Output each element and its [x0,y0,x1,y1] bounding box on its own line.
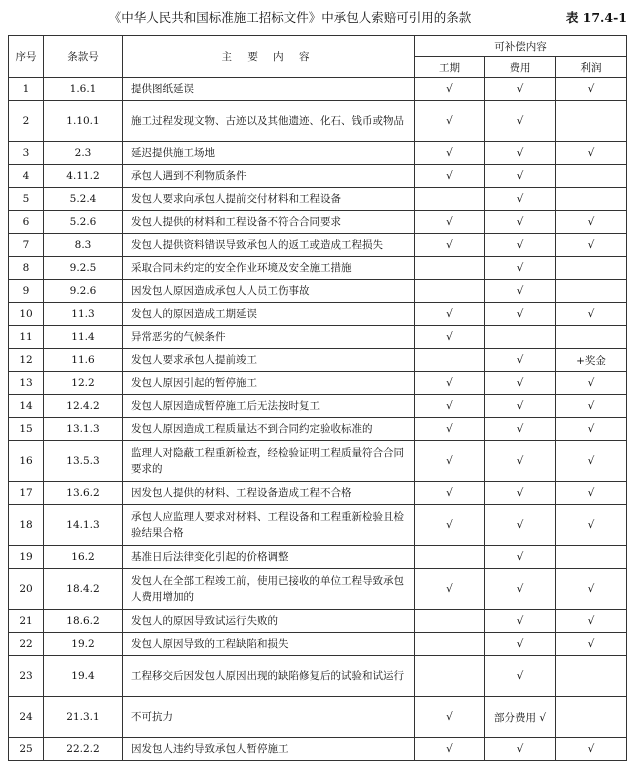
table-row [9,610,627,633]
row-no: 9 [9,280,44,303]
row-cost-mark: √ [485,280,556,303]
row-period-mark [415,188,485,211]
row-cost-mark: √ [485,349,556,372]
row-clause: 22.2.2 [44,738,123,761]
row-profit-mark [556,280,627,303]
row-profit-mark [556,546,627,569]
row-period-mark: √ [415,234,485,257]
row-period-mark: √ [415,101,485,142]
row-period-mark: √ [415,78,485,101]
row-profit-mark [556,326,627,349]
header-no: 序号 [9,36,44,78]
row-clause: 2.3 [44,142,123,165]
row-cost-mark: √ [485,395,556,418]
row-profit-mark [556,165,627,188]
row-cost-mark: √ [485,633,556,656]
table-row [9,349,627,372]
row-no: 25 [9,738,44,761]
row-cost-mark: √ [485,165,556,188]
table-row [9,633,627,656]
table-row [9,441,627,482]
table-row [9,165,627,188]
row-content: 异常恶劣的气候条件 [123,326,415,349]
row-profit-mark: +奖金 [556,349,627,372]
row-no: 16 [9,441,44,482]
row-profit-mark [556,656,627,697]
table-row [9,142,627,165]
table-row [9,656,627,697]
row-profit-mark [556,257,627,280]
row-content: 采取合同未约定的安全作业环境及安全施工措施 [123,257,415,280]
row-period-mark: √ [415,505,485,546]
row-cost-mark: √ [485,441,556,482]
table-row [9,418,627,441]
table-row [9,188,627,211]
row-no: 1 [9,78,44,101]
row-no: 13 [9,372,44,395]
row-cost-mark: √ [485,418,556,441]
row-profit-mark: √ [556,441,627,482]
row-content: 因发包人原因造成承包人人员工伤事故 [123,280,415,303]
row-cost-mark: √ [485,372,556,395]
row-no: 15 [9,418,44,441]
row-period-mark [415,349,485,372]
row-period-mark: √ [415,395,485,418]
row-content: 发包人的原因导致试运行失败的 [123,610,415,633]
row-cost-mark: √ [485,569,556,610]
row-period-mark [415,257,485,280]
row-clause: 14.1.3 [44,505,123,546]
row-clause: 16.2 [44,546,123,569]
row-period-mark: √ [415,372,485,395]
table-row [9,738,627,761]
row-period-mark: √ [415,303,485,326]
row-clause: 13.6.2 [44,482,123,505]
row-period-mark [415,280,485,303]
row-cost-mark: √ [485,211,556,234]
row-content: 提供图纸延误 [123,78,415,101]
row-no: 19 [9,546,44,569]
row-clause: 11.4 [44,326,123,349]
row-content: 承包人遇到不利物质条件 [123,165,415,188]
row-content: 发包人提供的材料和工程设备不符合合同要求 [123,211,415,234]
row-profit-mark [556,188,627,211]
row-no: 10 [9,303,44,326]
row-clause: 9.2.5 [44,257,123,280]
table-number: 表 17.4-1 [565,10,627,25]
row-clause: 1.10.1 [44,101,123,142]
row-cost-mark: √ [485,78,556,101]
row-cost-mark: √ [485,303,556,326]
row-period-mark: √ [415,738,485,761]
row-clause: 4.11.2 [44,165,123,188]
row-period-mark: √ [415,142,485,165]
row-no: 23 [9,656,44,697]
row-clause: 11.6 [44,349,123,372]
table-row [9,303,627,326]
row-no: 18 [9,505,44,546]
table-row [9,78,627,101]
row-clause: 12.4.2 [44,395,123,418]
table-row [9,257,627,280]
claims-table [8,35,627,761]
row-clause: 19.4 [44,656,123,697]
row-profit-mark: √ [556,372,627,395]
row-period-mark [415,546,485,569]
row-cost-mark: √ [485,505,556,546]
table-row [9,546,627,569]
row-content: 因发包人提供的材料、工程设备造成工程不合格 [123,482,415,505]
row-content: 发包人原因造成工程质量达不到合同约定验收标准的 [123,418,415,441]
row-profit-mark: √ [556,610,627,633]
header-compensable: 可补偿内容 [415,36,627,57]
row-content: 监理人对隐蔽工程重新检查，经检验证明工程质量符合合同要求的 [123,441,415,482]
row-profit-mark: √ [556,78,627,101]
table-body [9,78,627,761]
row-cost-mark: √ [485,142,556,165]
header-cost: 费用 [485,57,556,78]
row-cost-mark: √ [485,546,556,569]
row-clause: 18.4.2 [44,569,123,610]
row-clause: 12.2 [44,372,123,395]
row-no: 14 [9,395,44,418]
row-clause: 11.3 [44,303,123,326]
row-period-mark [415,610,485,633]
row-clause: 9.2.6 [44,280,123,303]
row-cost-mark: √ [485,257,556,280]
row-period-mark [415,633,485,656]
row-profit-mark: √ [556,738,627,761]
table-row [9,211,627,234]
row-content: 承包人应监理人要求对材料、工程设备和工程重新检验且检验结果合格 [123,505,415,546]
row-clause: 13.1.3 [44,418,123,441]
row-cost-mark: √ [485,610,556,633]
row-content: 发包人原因造成暂停施工后无法按时复工 [123,395,415,418]
table-row [9,697,627,738]
row-profit-mark: √ [556,234,627,257]
row-profit-mark [556,697,627,738]
table-row [9,101,627,142]
table-row [9,280,627,303]
header-profit: 利润 [556,57,627,78]
row-cost-mark: √ [485,656,556,697]
row-period-mark: √ [415,482,485,505]
row-period-mark: √ [415,441,485,482]
row-no: 24 [9,697,44,738]
row-no: 7 [9,234,44,257]
row-no: 11 [9,326,44,349]
row-clause: 19.2 [44,633,123,656]
row-period-mark [415,656,485,697]
row-content: 基准日后法律变化引起的价格调整 [123,546,415,569]
row-content: 不可抗力 [123,697,415,738]
row-no: 3 [9,142,44,165]
row-period-mark: √ [415,418,485,441]
table-row [9,326,627,349]
row-content: 延迟提供施工场地 [123,142,415,165]
row-profit-mark: √ [556,211,627,234]
row-no: 21 [9,610,44,633]
row-no: 6 [9,211,44,234]
row-no: 20 [9,569,44,610]
table-row [9,482,627,505]
row-content: 发包人在全部工程竣工前，使用已接收的单位工程导致承包人费用增加的 [123,569,415,610]
table-row [9,505,627,546]
row-content: 发包人提供资料错误导致承包人的返工或造成工程损失 [123,234,415,257]
table-row [9,395,627,418]
table-row [9,372,627,395]
row-content: 发包人原因引起的暂停施工 [123,372,415,395]
row-profit-mark: √ [556,633,627,656]
row-no: 5 [9,188,44,211]
row-content: 施工过程发现文物、古迹以及其他遗迹、化石、钱币或物品 [123,101,415,142]
row-cost-mark: √ [485,101,556,142]
row-clause: 8.3 [44,234,123,257]
row-content: 发包人原因导致的工程缺陷和损失 [123,633,415,656]
row-cost-mark: √ [485,234,556,257]
row-no: 2 [9,101,44,142]
row-cost-mark: √ [485,482,556,505]
row-cost-mark: √ [485,738,556,761]
table-row [9,569,627,610]
row-no: 4 [9,165,44,188]
row-content: 发包人要求承包人提前竣工 [123,349,415,372]
row-profit-mark [556,101,627,142]
row-profit-mark: √ [556,569,627,610]
row-clause: 5.2.4 [44,188,123,211]
row-cost-mark [485,326,556,349]
row-cost-mark: 部分费用 √ [485,697,556,738]
row-clause: 5.2.6 [44,211,123,234]
row-content: 因发包人违约导致承包人暂停施工 [123,738,415,761]
row-profit-mark: √ [556,505,627,546]
row-period-mark: √ [415,569,485,610]
table-title: 《中华人民共和国标准施工招标文件》中承包人索赔可引用的条款 [108,10,472,25]
row-no: 17 [9,482,44,505]
row-profit-mark: √ [556,142,627,165]
row-profit-mark: √ [556,303,627,326]
row-period-mark: √ [415,165,485,188]
row-profit-mark: √ [556,482,627,505]
row-profit-mark: √ [556,395,627,418]
row-clause: 21.3.1 [44,697,123,738]
row-content: 发包人要求向承包人提前交付材料和工程设备 [123,188,415,211]
row-no: 8 [9,257,44,280]
row-clause: 1.6.1 [44,78,123,101]
row-period-mark: √ [415,326,485,349]
header-content: 主 要 内 容 [123,36,415,78]
table-row [9,234,627,257]
header-period: 工期 [415,57,485,78]
header-clause: 条款号 [44,36,123,78]
row-profit-mark: √ [556,418,627,441]
row-clause: 18.6.2 [44,610,123,633]
row-clause: 13.5.3 [44,441,123,482]
row-no: 12 [9,349,44,372]
row-content: 工程移交后因发包人原因出现的缺陷修复后的试验和试运行 [123,656,415,697]
row-content: 发包人的原因造成工期延误 [123,303,415,326]
row-cost-mark: √ [485,188,556,211]
row-period-mark: √ [415,697,485,738]
row-period-mark: √ [415,211,485,234]
title-row [0,9,633,27]
row-no: 22 [9,633,44,656]
